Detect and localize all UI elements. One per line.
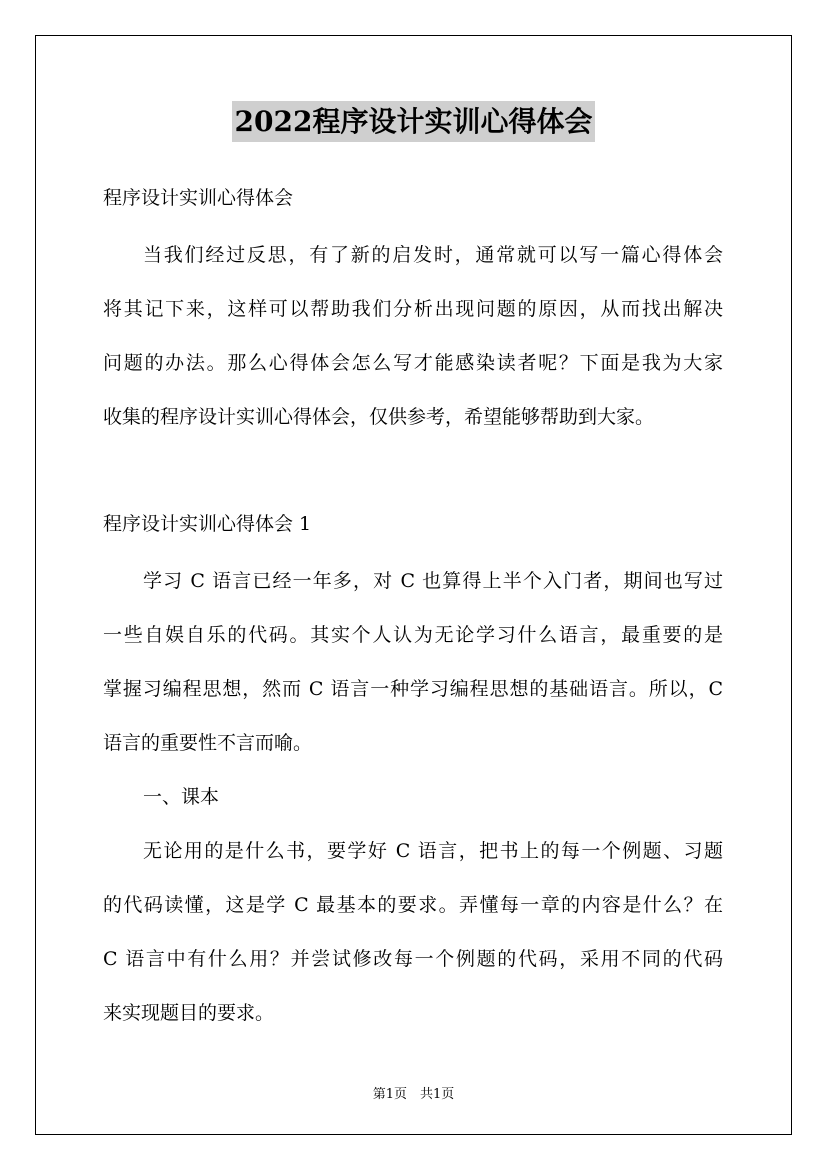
paragraph-line: 语言的重要性不言而喻。 (103, 732, 313, 754)
subtitle-line: 程序设计实训心得体会 (103, 187, 294, 209)
paragraph-line: 当我们经过反思，有了新的启发时，通常就可以写一篇心得体会 (143, 244, 723, 266)
paragraph-line: 的代码读懂，这是学 C 最基本的要求。弄懂每一章的内容是什么？在 (103, 894, 723, 916)
paragraph-line: 将其记下来，这样可以帮助我们分析出现问题的原因，从而找出解决 (103, 298, 723, 320)
section-heading: 程序设计实训心得体会 1 (103, 513, 312, 535)
paragraph-line: 来实现题目的要求。 (103, 1002, 275, 1024)
document-title: 2022程序设计实训心得体会 (0, 100, 827, 140)
paragraph-line: 收集的程序设计实训心得体会，仅供参考，希望能够帮助到大家。 (103, 406, 655, 428)
paragraph-line: 问题的办法。那么心得体会怎么写才能感染读者呢？下面是我为大家 (103, 352, 723, 374)
page-footer: 第1页 共1页 (372, 1087, 455, 1102)
paragraph-line: 学习 C 语言已经一年多，对 C 也算得上半个入门者，期间也写过 (143, 570, 723, 592)
paragraph-line: C 语言中有什么用？并尝试修改每一个例题的代码，采用不同的代码 (103, 948, 723, 970)
subsection-heading: 一、课本 (143, 786, 220, 808)
paragraph-line: 一些自娱自乐的代码。其实个人认为无论学习什么语言，最重要的是 (103, 624, 723, 646)
paragraph-line: 掌握习编程思想，然而 C 语言一种学习编程思想的基础语言。所以，C (103, 678, 723, 700)
paragraph-line: 无论用的是什么书，要学好 C 语言，把书上的每一个例题、习题 (143, 840, 723, 862)
